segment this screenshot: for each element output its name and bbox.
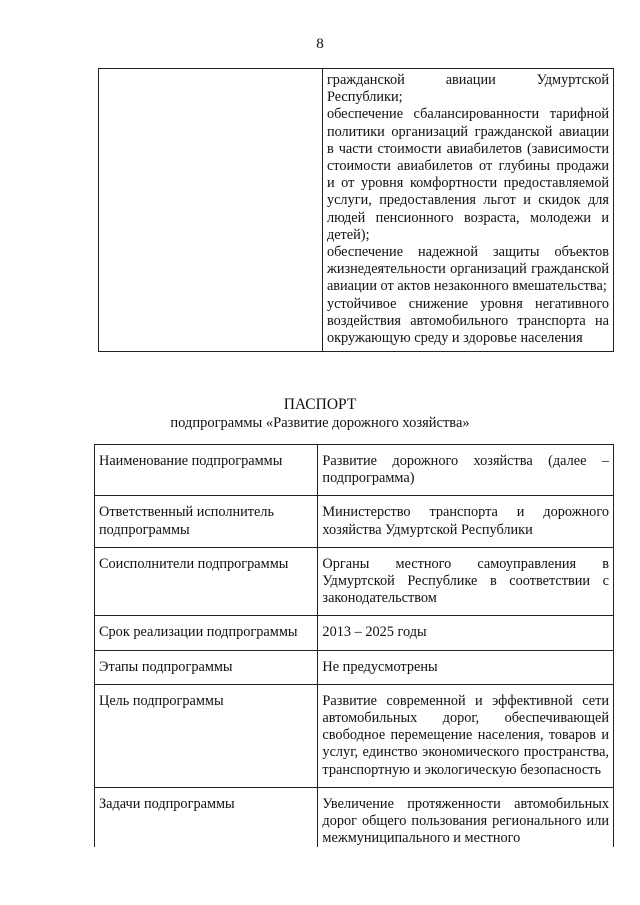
passport-label: Наименование подпрограммы [95,445,318,496]
passport-value: 2013 – 2025 годы [318,616,614,650]
passport-table [94,444,614,847]
continuation-value-cell [322,69,613,352]
passport-row-period [95,616,614,650]
passport-row-executor [95,496,614,547]
continuation-label-cell [99,69,323,352]
page-number: 8 [316,36,324,52]
passport-value: Развитие современной и эффективной сети автомобильных дорог, обеспечивающей свободное перемещение населения, товаров и услуг, единство экономического пространства, транспортную и экологическую безопасность [318,684,614,787]
passport-row-coexecutors [95,547,614,616]
passport-label: Цель подпрограммы [95,684,318,787]
passport-title: ПАСПОРТ [283,396,357,413]
passport-value: Не предусмотрены [318,650,614,684]
continuation-paragraph: гражданской авиации Удмуртской Республики; [326,72,609,106]
continuation-table [98,68,614,352]
passport-label: Этапы подпрограммы [95,650,318,684]
passport-label: Ответственный исполнитель подпрограммы [95,496,318,547]
passport-value: Органы местного самоуправления в Удмуртской Республике в соответствии с законодательством [318,547,614,616]
passport-value: Развитие дорожного хозяйства (далее – подпрограмма) [318,445,614,496]
passport-label: Срок реализации подпрограммы [95,616,318,650]
passport-value: Увеличение протяженности автомобильных дорог общего пользования регионального или межмуниципального и местного [318,787,614,847]
passport-row-name [95,445,614,496]
continuation-paragraph: обеспечение надежной защиты объектов жизнедеятельности организаций гражданской авиации от актов незаконного вмешательства; [326,244,609,295]
passport-row-goal [95,684,614,787]
passport-row-stages [95,650,614,684]
passport-value: Министерство транспорта и дорожного хозяйства Удмуртской Республики [318,496,614,547]
passport-label: Соисполнители подпрограммы [95,547,318,616]
continuation-row [99,69,614,352]
passport-row-tasks [95,787,614,847]
continuation-paragraph: устойчивое снижение уровня негативного воздействия автомобильного транспорта на окружающую среду и здоровье населения [326,295,609,347]
continuation-paragraph: обеспечение сбалансированности тарифной политики организаций гражданской авиации в части стоимости авиабилетов (зависимости стоимости авиабилетов от глубины продажи и от уровня комфортности предоставляемой услуги, предоставления льгот и скидок для людей пенсионного возраста, молодежи и детей); [326,106,609,243]
passport-label: Задачи подпрограммы [95,787,318,847]
passport-subtitle: подпрограммы «Развитие дорожного хозяйства» [170,415,470,431]
